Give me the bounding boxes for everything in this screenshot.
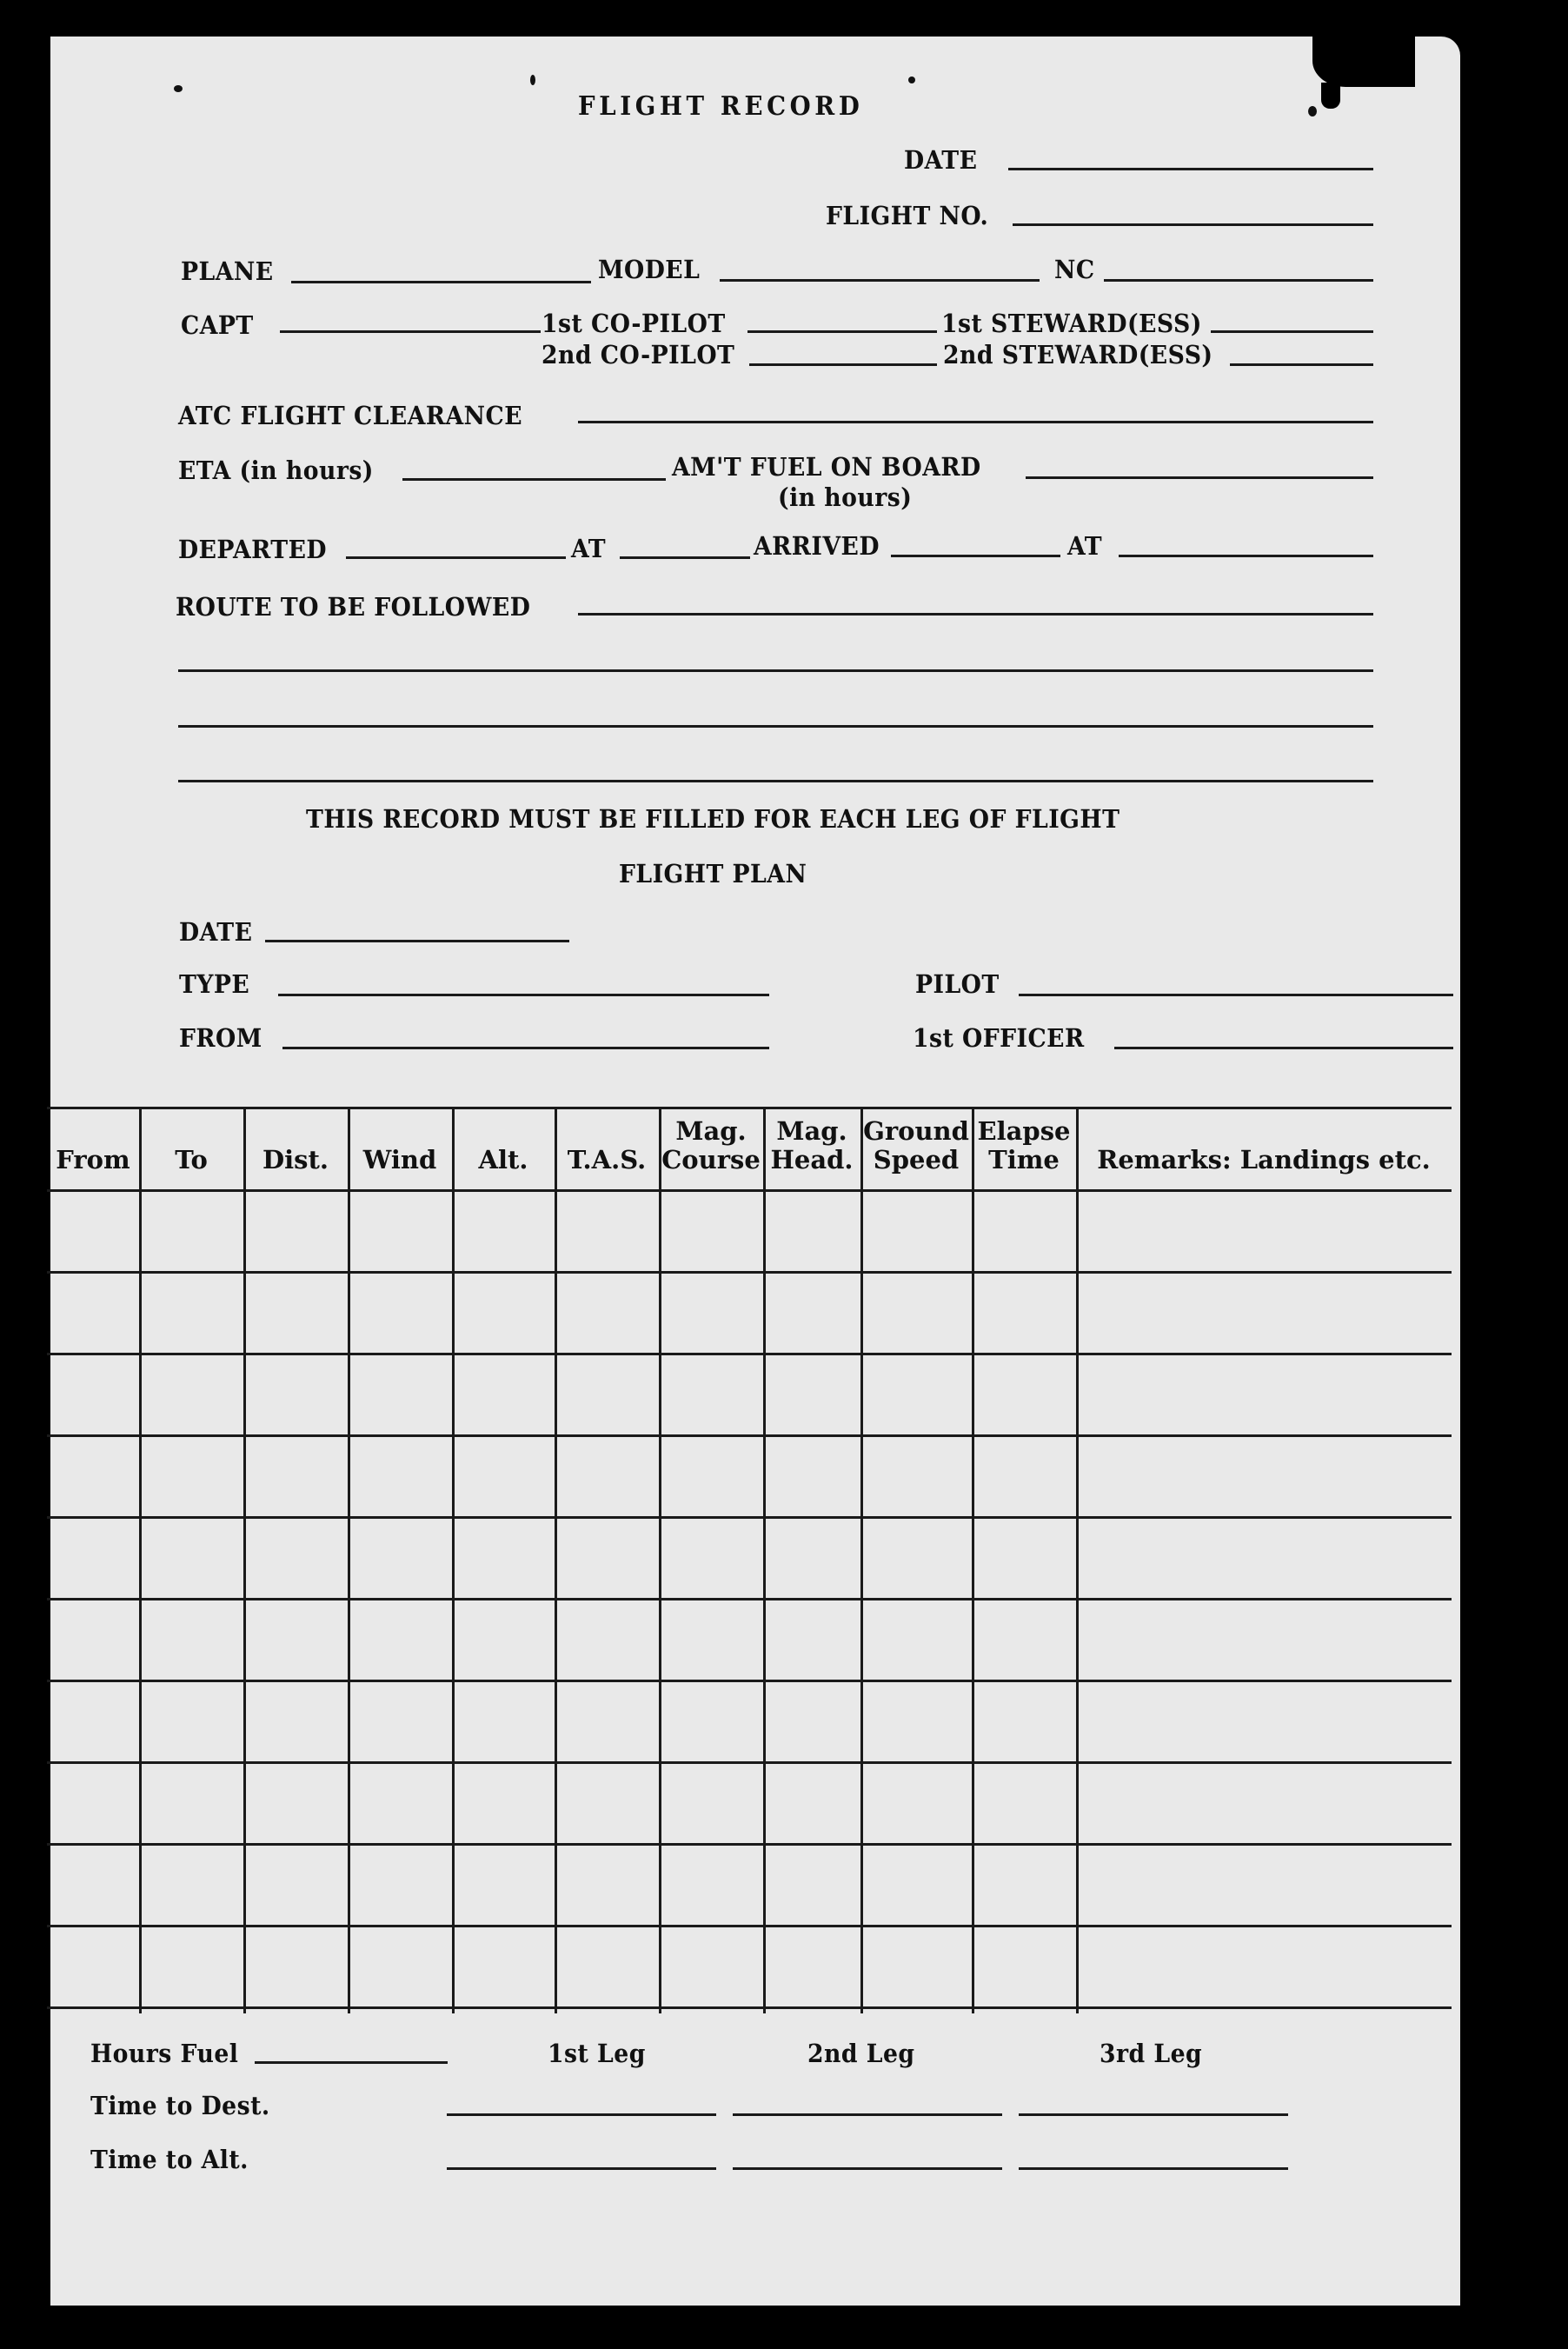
leg3-label: 3rd Leg bbox=[1100, 2039, 1203, 2068]
capt-field[interactable] bbox=[280, 330, 541, 333]
table-cell[interactable] bbox=[142, 1437, 243, 1516]
table-cell[interactable] bbox=[1079, 1437, 1452, 1516]
table-cell[interactable] bbox=[766, 1600, 860, 1680]
table-cell[interactable] bbox=[1079, 1600, 1452, 1680]
table-cell[interactable] bbox=[142, 1927, 243, 2006]
header-line1 bbox=[47, 1117, 139, 1146]
table-cell[interactable] bbox=[974, 1274, 1076, 1353]
table-cell[interactable] bbox=[661, 1274, 763, 1353]
table-header-cell bbox=[763, 1117, 860, 1175]
header-line2: Wind bbox=[362, 1145, 437, 1174]
fuel-label: AM'T FUEL ON BOARD bbox=[672, 452, 981, 482]
table-top-border bbox=[47, 1107, 1452, 1109]
table-header-cell bbox=[555, 1117, 659, 1174]
flight-plan-heading: FLIGHT PLAN bbox=[619, 859, 807, 888]
table-header-cell bbox=[972, 1117, 1076, 1175]
table-cell[interactable] bbox=[557, 1519, 659, 1598]
table-row-border bbox=[47, 2006, 1452, 2009]
table-header-cell bbox=[659, 1117, 763, 1175]
time-to-alt-label: Time to Alt. bbox=[90, 2145, 249, 2174]
hours-fuel-label: Hours Fuel bbox=[90, 2039, 239, 2068]
plan-officer-field[interactable] bbox=[1114, 1047, 1453, 1049]
alt-leg2-field[interactable] bbox=[733, 2167, 1002, 2170]
table-cell[interactable] bbox=[661, 1846, 763, 1925]
table-cell[interactable] bbox=[661, 1682, 763, 1761]
header-line1 bbox=[1076, 1117, 1452, 1146]
dest-leg2-field[interactable] bbox=[733, 2113, 1002, 2116]
table-header-cell bbox=[139, 1117, 243, 1174]
table-cell[interactable] bbox=[455, 1519, 555, 1598]
fuel-field[interactable] bbox=[1026, 476, 1373, 479]
hours-fuel-field[interactable] bbox=[255, 2061, 448, 2064]
table-cell[interactable] bbox=[50, 1600, 139, 1680]
table-cell[interactable] bbox=[246, 1927, 348, 2006]
header-line2: Alt. bbox=[478, 1145, 528, 1174]
header-line1: Elapse bbox=[977, 1116, 1071, 1146]
table-cell[interactable] bbox=[50, 1355, 139, 1434]
table-cell[interactable] bbox=[50, 1682, 139, 1761]
header-line2: Speed bbox=[873, 1145, 960, 1175]
table-cell[interactable] bbox=[974, 1355, 1076, 1434]
header-line2: To bbox=[175, 1145, 208, 1174]
header-line2: Time bbox=[988, 1145, 1060, 1175]
table-cell[interactable] bbox=[350, 1600, 452, 1680]
table-cell[interactable] bbox=[661, 1355, 763, 1434]
ink-speck bbox=[530, 75, 535, 85]
plane-field[interactable] bbox=[291, 281, 591, 283]
header-line1 bbox=[555, 1117, 659, 1146]
table-cell[interactable] bbox=[766, 1274, 860, 1353]
table-cell[interactable] bbox=[863, 1927, 972, 2006]
table-cell[interactable] bbox=[142, 1274, 243, 1353]
ink-speck bbox=[908, 77, 915, 83]
table-header-cell bbox=[860, 1117, 972, 1175]
table-cell[interactable] bbox=[557, 1274, 659, 1353]
table-cell[interactable] bbox=[455, 1437, 555, 1516]
table-cell[interactable] bbox=[661, 1192, 763, 1271]
table-cell[interactable] bbox=[766, 1764, 860, 1843]
table-cell[interactable] bbox=[1079, 1274, 1452, 1353]
date-field[interactable] bbox=[1008, 168, 1373, 170]
table-cell[interactable] bbox=[661, 1927, 763, 2006]
table-cell[interactable] bbox=[142, 1600, 243, 1680]
header-line1: Mag. bbox=[675, 1116, 747, 1146]
table-cell[interactable] bbox=[350, 1519, 452, 1598]
table-cell[interactable] bbox=[863, 1600, 972, 1680]
steward-2-label: 2nd STEWARD(ESS) bbox=[943, 340, 1213, 369]
table-cell[interactable] bbox=[974, 1682, 1076, 1761]
table-cell[interactable] bbox=[142, 1682, 243, 1761]
steward-2-field[interactable] bbox=[1230, 363, 1373, 366]
plan-from-field[interactable] bbox=[282, 1047, 769, 1049]
model-field[interactable] bbox=[720, 279, 1040, 282]
plan-pilot-field[interactable] bbox=[1019, 994, 1453, 996]
dest-leg1-field[interactable] bbox=[447, 2113, 716, 2116]
alt-leg3-field[interactable] bbox=[1019, 2167, 1288, 2170]
header-line2: From bbox=[56, 1145, 130, 1174]
table-cell[interactable] bbox=[766, 1846, 860, 1925]
header-line1 bbox=[452, 1117, 555, 1146]
plan-officer-label: 1st OFFICER bbox=[913, 1023, 1085, 1053]
route-field-1[interactable] bbox=[578, 613, 1373, 616]
flight-no-field[interactable] bbox=[1013, 223, 1373, 226]
table-cell[interactable] bbox=[246, 1437, 348, 1516]
header-line2: Course bbox=[661, 1145, 761, 1175]
header-line2: Dist. bbox=[262, 1145, 329, 1174]
table-cell[interactable] bbox=[246, 1846, 348, 1925]
table-cell[interactable] bbox=[142, 1846, 243, 1925]
at-label-1: AT bbox=[571, 534, 607, 563]
departed-label: DEPARTED bbox=[178, 535, 328, 564]
table-cell[interactable] bbox=[557, 1355, 659, 1434]
at-label-2: AT bbox=[1067, 531, 1103, 561]
torn-corner-notch bbox=[1321, 83, 1340, 109]
eta-label: ETA (in hours) bbox=[178, 456, 374, 485]
table-cell[interactable] bbox=[455, 1355, 555, 1434]
header-line1 bbox=[243, 1117, 348, 1146]
arrived-field[interactable] bbox=[891, 555, 1060, 557]
table-cell[interactable] bbox=[246, 1355, 348, 1434]
table-cell[interactable] bbox=[974, 1927, 1076, 2006]
table-cell[interactable] bbox=[863, 1519, 972, 1598]
table-cell[interactable] bbox=[661, 1764, 763, 1843]
plane-label: PLANE bbox=[181, 256, 274, 286]
table-cell[interactable] bbox=[350, 1355, 452, 1434]
table-cell[interactable] bbox=[246, 1519, 348, 1598]
ink-speck bbox=[1308, 106, 1317, 116]
table-cell[interactable] bbox=[50, 1274, 139, 1353]
steward-1-field[interactable] bbox=[1211, 330, 1373, 333]
table-header-cell bbox=[243, 1117, 348, 1174]
table-header-cell bbox=[452, 1117, 555, 1174]
table-cell[interactable] bbox=[455, 1927, 555, 2006]
route-field-2[interactable] bbox=[178, 669, 1373, 672]
table-cell[interactable] bbox=[766, 1927, 860, 2006]
header-line1 bbox=[139, 1117, 243, 1146]
capt-label: CAPT bbox=[181, 310, 254, 340]
table-cell[interactable] bbox=[974, 1437, 1076, 1516]
table-cell[interactable] bbox=[863, 1764, 972, 1843]
table-cell[interactable] bbox=[766, 1519, 860, 1598]
table-cell[interactable] bbox=[350, 1192, 452, 1271]
table-cell[interactable] bbox=[863, 1274, 972, 1353]
date-label: DATE bbox=[904, 145, 978, 175]
ink-speck bbox=[174, 85, 183, 92]
table-cell[interactable] bbox=[863, 1846, 972, 1925]
table-cell[interactable] bbox=[350, 1846, 452, 1925]
table-cell[interactable] bbox=[974, 1764, 1076, 1843]
table-cell[interactable] bbox=[557, 1600, 659, 1680]
table-cell[interactable] bbox=[246, 1600, 348, 1680]
table-cell[interactable] bbox=[863, 1192, 972, 1271]
table-cell[interactable] bbox=[350, 1274, 452, 1353]
table-cell[interactable] bbox=[1079, 1846, 1452, 1925]
alt-leg1-field[interactable] bbox=[447, 2167, 716, 2170]
table-cell[interactable] bbox=[661, 1519, 763, 1598]
table-cell[interactable] bbox=[246, 1682, 348, 1761]
table-cell[interactable] bbox=[455, 1192, 555, 1271]
nc-label: NC bbox=[1054, 255, 1095, 284]
route-field-3[interactable] bbox=[178, 725, 1373, 728]
header-line1: Mag. bbox=[776, 1116, 847, 1146]
table-cell[interactable] bbox=[766, 1355, 860, 1434]
table-header-cell bbox=[348, 1117, 452, 1174]
table-cell[interactable] bbox=[1079, 1519, 1452, 1598]
table-cell[interactable] bbox=[246, 1192, 348, 1271]
table-cell[interactable] bbox=[350, 1764, 452, 1843]
table-cell[interactable] bbox=[142, 1519, 243, 1598]
table-cell[interactable] bbox=[142, 1764, 243, 1843]
flight-no-label: FLIGHT NO. bbox=[826, 201, 989, 230]
table-cell[interactable] bbox=[50, 1846, 139, 1925]
atc-field[interactable] bbox=[578, 421, 1373, 423]
header-line2: T.A.S. bbox=[567, 1145, 647, 1174]
table-cell[interactable] bbox=[350, 1927, 452, 2006]
plan-from-label: FROM bbox=[179, 1023, 262, 1053]
plan-pilot-label: PILOT bbox=[915, 969, 1000, 999]
table-cell[interactable] bbox=[350, 1682, 452, 1761]
plan-date-label: DATE bbox=[179, 917, 253, 947]
fuel-sub-label: (in hours) bbox=[778, 482, 913, 512]
table-cell[interactable] bbox=[50, 1764, 139, 1843]
table-cell[interactable] bbox=[50, 1192, 139, 1271]
table-header-cell bbox=[47, 1117, 139, 1174]
table-cell[interactable] bbox=[863, 1682, 972, 1761]
table-cell[interactable] bbox=[455, 1600, 555, 1680]
route-label: ROUTE TO BE FOLLOWED bbox=[176, 592, 531, 622]
header-line2: Head. bbox=[770, 1145, 854, 1175]
table-cell[interactable] bbox=[246, 1764, 348, 1843]
table-cell[interactable] bbox=[455, 1274, 555, 1353]
co-pilot-1-field[interactable] bbox=[747, 330, 937, 333]
table-cell[interactable] bbox=[974, 1600, 1076, 1680]
table-cell[interactable] bbox=[557, 1764, 659, 1843]
table-cell[interactable] bbox=[246, 1274, 348, 1353]
plan-date-field[interactable] bbox=[265, 940, 569, 942]
co-pilot-1-label: 1st CO-PILOT bbox=[541, 309, 726, 338]
table-header-cell bbox=[1076, 1117, 1452, 1174]
table-cell[interactable] bbox=[766, 1682, 860, 1761]
time-to-dest-label: Time to Dest. bbox=[90, 2091, 270, 2120]
table-cell[interactable] bbox=[350, 1437, 452, 1516]
table-cell[interactable] bbox=[1079, 1192, 1452, 1271]
table-cell[interactable] bbox=[557, 1927, 659, 2006]
table-cell[interactable] bbox=[863, 1437, 972, 1516]
departed-field[interactable] bbox=[346, 556, 566, 559]
table-cell[interactable] bbox=[974, 1846, 1076, 1925]
route-field-4[interactable] bbox=[178, 780, 1373, 782]
table-cell[interactable] bbox=[766, 1192, 860, 1271]
table-cell[interactable] bbox=[557, 1682, 659, 1761]
form-title: FLIGHT RECORD bbox=[578, 91, 864, 122]
table-cell[interactable] bbox=[1079, 1355, 1452, 1434]
steward-1-label: 1st STEWARD(ESS) bbox=[941, 309, 1202, 338]
table-cell[interactable] bbox=[50, 1927, 139, 2006]
table-cell[interactable] bbox=[974, 1519, 1076, 1598]
plan-type-field[interactable] bbox=[278, 994, 769, 996]
header-line2: Remarks: Landings etc. bbox=[1097, 1145, 1431, 1174]
plan-type-label: TYPE bbox=[179, 969, 250, 999]
dest-leg3-field[interactable] bbox=[1019, 2113, 1288, 2116]
leg2-label: 2nd Leg bbox=[807, 2039, 915, 2068]
table-cell[interactable] bbox=[557, 1846, 659, 1925]
table-cell[interactable] bbox=[661, 1600, 763, 1680]
table-cell[interactable] bbox=[1079, 1927, 1452, 2006]
atc-label: ATC FLIGHT CLEARANCE bbox=[178, 401, 523, 430]
table-cell[interactable] bbox=[50, 1437, 139, 1516]
table-cell[interactable] bbox=[142, 1355, 243, 1434]
table-cell[interactable] bbox=[557, 1437, 659, 1516]
table-cell[interactable] bbox=[766, 1437, 860, 1516]
table-cell[interactable] bbox=[863, 1355, 972, 1434]
table-cell[interactable] bbox=[455, 1846, 555, 1925]
co-pilot-2-field[interactable] bbox=[749, 363, 937, 366]
table-cell[interactable] bbox=[142, 1192, 243, 1271]
table-cell[interactable] bbox=[661, 1437, 763, 1516]
header-line1: Ground bbox=[863, 1116, 969, 1146]
leg1-label: 1st Leg bbox=[548, 2039, 646, 2068]
table-cell[interactable] bbox=[974, 1192, 1076, 1271]
table-cell[interactable] bbox=[557, 1192, 659, 1271]
departed-at-field[interactable] bbox=[620, 556, 750, 559]
table-cell[interactable] bbox=[1079, 1764, 1452, 1843]
arrived-label: ARRIVED bbox=[754, 531, 880, 561]
header-line1 bbox=[348, 1117, 452, 1146]
nc-field[interactable] bbox=[1104, 279, 1373, 282]
table-cell[interactable] bbox=[1079, 1682, 1452, 1761]
table-cell[interactable] bbox=[455, 1764, 555, 1843]
model-label: MODEL bbox=[598, 255, 701, 284]
table-cell[interactable] bbox=[50, 1519, 139, 1598]
eta-field[interactable] bbox=[402, 478, 666, 481]
co-pilot-2-label: 2nd CO-PILOT bbox=[541, 340, 735, 369]
notice-text: THIS RECORD MUST BE FILLED FOR EACH LEG OF FLIGHT bbox=[306, 804, 1120, 834]
table-cell[interactable] bbox=[455, 1682, 555, 1761]
torn-corner bbox=[1312, 26, 1415, 87]
arrived-at-field[interactable] bbox=[1119, 555, 1373, 557]
